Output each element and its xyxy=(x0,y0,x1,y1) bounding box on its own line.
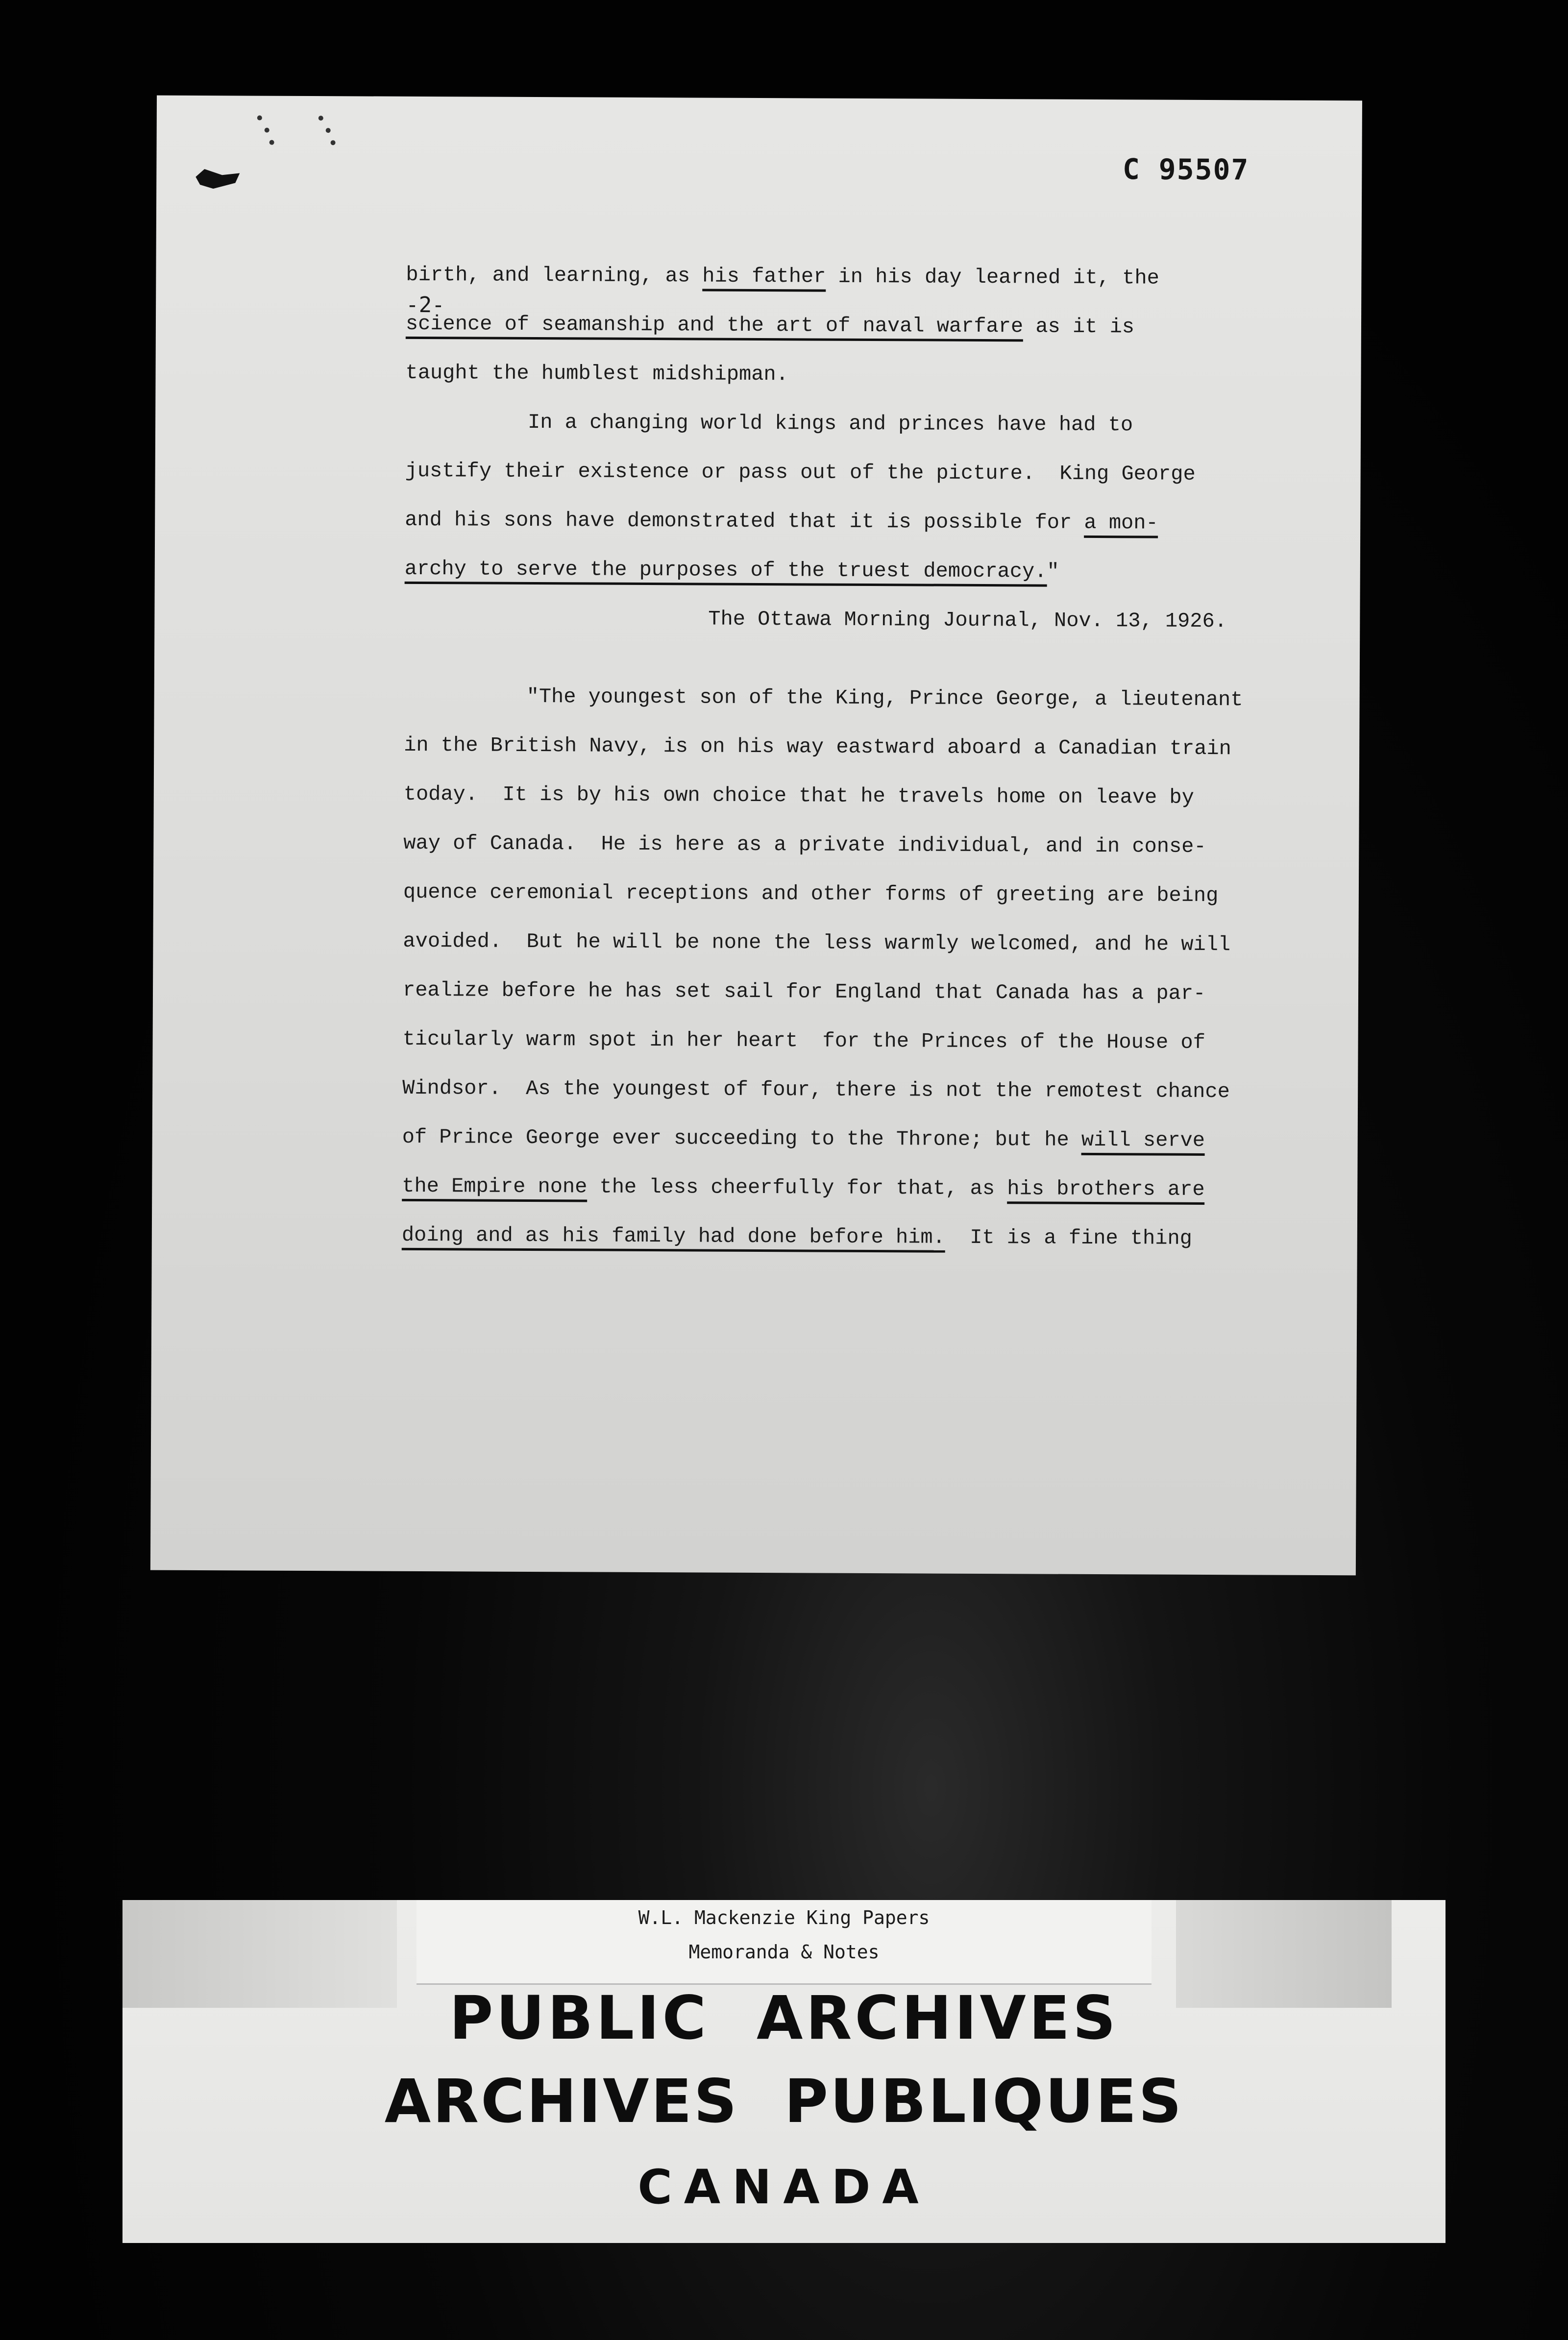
text-line xyxy=(405,557,1059,584)
collection-tab xyxy=(416,1900,1152,1985)
page-number: -2- xyxy=(406,292,445,318)
text-line xyxy=(403,831,1206,858)
text-segment: way of Canada. He is here as a private individual, and in conse- xyxy=(403,831,1206,858)
text-segment: the less cheerfully for that, as xyxy=(587,1175,1007,1201)
underlined-phrase: will serve xyxy=(1081,1128,1205,1156)
text-segment: quence ceremonial receptions and other forms of greeting are being xyxy=(403,880,1219,908)
underlined-phrase: archy to serve the purposes of the truest democracy. xyxy=(405,557,1047,587)
text-segment: realize before he has set sail for England that Canada has a par- xyxy=(402,978,1206,1005)
text-segment: taught the humblest midshipman. xyxy=(405,361,788,387)
label-archives-publiques: ARCHIVES PUBLIQUES xyxy=(384,2067,1184,2136)
text-line xyxy=(403,1027,1205,1054)
text-line xyxy=(403,880,1219,907)
text-segment: birth, and learning, as xyxy=(406,263,703,288)
text-line xyxy=(527,685,1243,711)
text-line xyxy=(405,459,1196,486)
text-line xyxy=(402,1125,1205,1152)
text-segment: in the British Navy, is on his way eastward aboard a Canadian train xyxy=(404,733,1232,761)
underlined-phrase: science of seamanship and the art of naval warfare xyxy=(406,312,1023,341)
text-line xyxy=(403,978,1205,1005)
text-line xyxy=(402,1174,1204,1201)
punch-hole xyxy=(270,140,274,145)
archive-label xyxy=(122,1900,1446,2243)
text-line xyxy=(708,608,1227,634)
text-segment: of Prince George ever succeeding to the Throne; but he xyxy=(402,1125,1082,1152)
text-line xyxy=(405,361,788,386)
archive-number: C 95507 xyxy=(1122,152,1250,187)
document-page xyxy=(150,96,1362,1576)
punch-hole xyxy=(318,116,323,121)
text-segment: avoided. But he will be none the less warmly welcomed, and he will xyxy=(403,929,1231,957)
text-segment: as it is xyxy=(1023,315,1135,339)
text-line xyxy=(402,1076,1230,1103)
text-line xyxy=(406,312,1134,339)
text-segment: "The youngest son of the King, Prince George, a lieutenant xyxy=(526,684,1243,712)
text-line xyxy=(528,411,1133,437)
punch-hole xyxy=(331,140,336,145)
text-segment: ticularly warm spot in her heart for the Princes of the House of xyxy=(402,1027,1205,1054)
text-segment: and his sons have demonstrated that it is possible for xyxy=(405,508,1084,535)
text-segment: The Ottawa Morning Journal, Nov. 13, 1926. xyxy=(708,607,1227,634)
punch-hole xyxy=(257,116,262,121)
underlined-phrase: a mon- xyxy=(1084,511,1158,538)
label-canada: CANADA xyxy=(637,2160,931,2215)
text-line xyxy=(405,508,1158,535)
text-segment: justify their existence or pass out of the picture. King George xyxy=(405,459,1196,486)
underlined-phrase: his brothers are xyxy=(1007,1177,1205,1205)
text-segment: today. It is by his own choice that he travels home on leave by xyxy=(403,782,1194,809)
text-line xyxy=(404,733,1231,760)
text-line xyxy=(402,1223,1192,1250)
collection-name: W.L. Mackenzie King Papers xyxy=(638,1907,930,1928)
text-line xyxy=(403,929,1230,956)
series-name: Memoranda & Notes xyxy=(688,1941,880,1963)
punch-hole xyxy=(265,128,270,133)
text-segment: " xyxy=(1047,560,1059,584)
text-segment: In a changing world kings and princes have had to xyxy=(528,410,1133,437)
underlined-phrase: the Empire none xyxy=(402,1174,587,1202)
text-segment: It is a fine thing xyxy=(945,1225,1193,1250)
punch-hole xyxy=(326,128,331,133)
text-segment: Windsor. As the youngest of four, there is not the remotest chance xyxy=(402,1076,1230,1104)
underlined-phrase: doing and as his family had done before him. xyxy=(402,1223,945,1253)
text-line xyxy=(406,263,1159,290)
text-line xyxy=(404,782,1194,809)
underlined-phrase: his father xyxy=(702,264,826,292)
paper-tear xyxy=(196,169,240,189)
text-segment: in his day learned it, the xyxy=(826,265,1159,290)
label-public-archives: PUBLIC ARCHIVES xyxy=(449,1983,1119,2053)
